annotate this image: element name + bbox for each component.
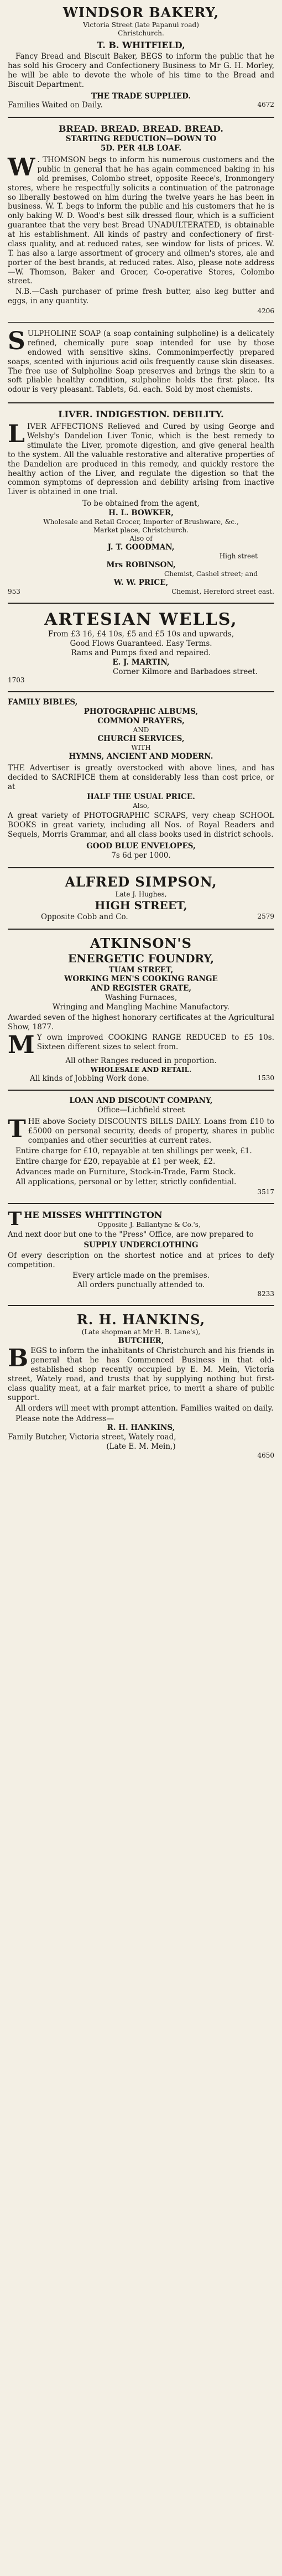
ad-line: COMMON PRAYERS, bbox=[97, 717, 185, 726]
divider bbox=[8, 867, 274, 868]
ad-ref: 4206 bbox=[257, 307, 274, 315]
ad-line: All orders punctually attended to. bbox=[77, 1280, 205, 1289]
ad-line: All kinds of Jobbing Work done. bbox=[30, 1074, 149, 1083]
ad-title: HE MISSES WHITTINGTON bbox=[24, 1210, 163, 1221]
ad-office: Office—Lichfield street bbox=[97, 1106, 185, 1115]
divider bbox=[8, 929, 274, 930]
ad-line: Every article made on the premises. bbox=[72, 1271, 210, 1280]
ad-families: Families Waited on Daily. bbox=[8, 101, 103, 110]
agent-name: Mrs ROBINSON, bbox=[106, 560, 176, 569]
ad-body: A great variety of PHOTOGRAPHIC SCRAPS, very cheap SCHOOL BOOKS in great variety, including all Nos. of Royal Readers and Sequels, Morris Grammar, and all class books used in district schools. bbox=[8, 811, 274, 839]
loan-discount-ad bbox=[8, 1094, 274, 1200]
ad-envelopes: GOOD BLUE ENVELOPES, bbox=[86, 841, 196, 851]
ad-street: TUAM STREET, bbox=[108, 965, 174, 975]
also-label: Also of bbox=[129, 534, 153, 542]
ad-signature: R. H. HANKINS, bbox=[107, 1423, 175, 1433]
ad-line: FAMILY BIBLES, bbox=[8, 698, 78, 707]
ad-title: LOAN AND DISCOUNT COMPANY, bbox=[69, 1096, 213, 1106]
ad-line: All applications, personal or by letter, strictly confidential. bbox=[15, 1178, 237, 1187]
ad-late: (Late E. M. Mein,) bbox=[106, 1442, 176, 1452]
ad-ref: 8233 bbox=[257, 1289, 274, 1298]
ad-body: HE above Society DISCOUNTS BILLS DAILY. Loans from £10 to £5000 on personal security, deeds of property, shares in public companies and other securities at current rates. bbox=[28, 1117, 274, 1145]
agent-address: Chemist, Hereford street east. bbox=[171, 587, 274, 595]
agent-name: H. L. BOWKER, bbox=[108, 509, 174, 517]
atkinson-foundry-ad bbox=[8, 933, 274, 1087]
ad-offer: HALF THE USUAL PRICE. bbox=[87, 792, 195, 802]
ad-body: . THOMSON begs to inform his numerous customers and the public in general that he has again commenced baking in his old premises, Colombo street, opposite Reece's, Ironmongery stores, where he respectfully solicits a continuation of the patronage so liberally bestowed on him during the twelve years he has been in business. W. T. begs to inform the public and his customers that he is only baking W. D. Wood's best silk dressed flour, which is a sufficient guarantee that the very best Bread UNADULTERATED, is obtainable at his establishment. All kinds of pastry and confectionery of first-class quality, and at reduced rates, see window for lists of prices. W. T. has also a large assortment of grocery and oilmen's stores, ale and porter of the best brands, at reduced rates. Also, please note address—W. Thomson, Baker and Grocer, Co-operative Stores, Colombo street. bbox=[8, 156, 274, 286]
agent-address: High street bbox=[219, 552, 258, 560]
ad-line: Entire charge for £20, repayable at £1 per week, £2. bbox=[15, 1157, 216, 1166]
ad-title: ARTESIAN WELLS, bbox=[44, 609, 238, 629]
agent-address: Market place, Christchurch. bbox=[93, 526, 189, 534]
windsor-bakery-ad bbox=[8, 2, 274, 113]
ad-obtain: To be obtained from the agent, bbox=[82, 499, 200, 509]
ad-ref: 1530 bbox=[257, 1074, 274, 1082]
ad-address: Corner Kilmore and Barbadoes street. bbox=[113, 667, 258, 676]
ad-line: Advances made on Furniture, Stock-in-Trade, Farm Stock. bbox=[15, 1167, 236, 1176]
ad-line: Please note the Address— bbox=[15, 1414, 114, 1423]
ad-ref: 1703 bbox=[8, 676, 25, 685]
ad-body: THE Advertiser is greatly overstocked with above lines, and has decided to SACRIFICE them at considerably less than cost price, or at bbox=[8, 763, 274, 791]
ad-address: Opposite J. Ballantyne & Co.'s, bbox=[97, 1221, 201, 1229]
ad-body: EGS to inform the inhabitants of Christchurch and his friends in general that he has Commenced Business in that old-established shop recently occupied by E. M. Mein, Victoria street, Wately road, and trusts that by supplying nothing but first-class quality meat, at a fair market price, to merit a share of public support. bbox=[8, 1346, 274, 1402]
thomson-bread-ad bbox=[8, 121, 274, 319]
dropcap: B bbox=[8, 1344, 29, 1373]
divider bbox=[8, 603, 274, 604]
divider bbox=[8, 691, 274, 692]
divider bbox=[8, 322, 274, 323]
ad-line: Family Butcher, Victoria street, Wately road, bbox=[8, 1433, 176, 1442]
ad-body: Fancy Bread and Biscuit Baker, BEGS to inform the public that he has sold his Grocery and Confectionery Business to Mr G. H. Morley, he will be able to devote the whole of his time to the Bread and Biscuit Department. bbox=[8, 52, 274, 89]
alfred-simpson-ad bbox=[8, 872, 274, 925]
ad-line: WORKING MEN'S COOKING RANGE bbox=[64, 975, 218, 984]
ad-line: All other Ranges reduced in proportion. bbox=[65, 1056, 217, 1065]
ad-ref: 2579 bbox=[257, 912, 274, 920]
ad-price: From £3 16, £4 10s, £5 and £5 10s and upwards, bbox=[48, 630, 234, 639]
divider bbox=[8, 1305, 274, 1306]
whittington-ad bbox=[8, 1207, 274, 1301]
agent-name: J. T. GOODMAN, bbox=[107, 542, 175, 552]
ad-title: LIVER. INDIGESTION. DEBILITY. bbox=[58, 409, 224, 420]
divider bbox=[8, 402, 274, 403]
divider bbox=[8, 1203, 274, 1204]
ad-title: BREAD. BREAD. BREAD. BREAD. bbox=[59, 123, 223, 134]
ad-street: HIGH STREET, bbox=[95, 898, 187, 912]
ad-envelopes-price: 7s 6d per 1000. bbox=[111, 851, 171, 860]
ad-address: Victoria Street (late Papanui road) bbox=[83, 21, 199, 29]
agent-name: W. W. PRICE, bbox=[113, 578, 169, 587]
ad-body: ULPHOLINE SOAP (a soap containing sulpholine) is a delicately refined, chemically pure soap intended for use by those endowed with sensitive skins. Commonimperfectly prepared soaps, scented with injurious acid oils frequently cause skin diseases. The free use of Sulpholine Soap preserves and brings the skin to a soft pliable healthy condition, sulpholine holds the first place. Its odour is very pleasant. Tablets, 6d. each. Sold by most chemists. bbox=[8, 329, 274, 395]
dropcap: T bbox=[8, 1115, 26, 1144]
ad-title: WINDSOR BAKERY, bbox=[62, 4, 220, 20]
ad-subtitle: STARTING REDUCTION—DOWN TO bbox=[65, 134, 217, 144]
agent-desc: Wholesale and Retail Grocer, Importer of Brushware, &c., bbox=[43, 517, 239, 526]
ad-body: Of every description on the shortest notice and at prices to defy competition. bbox=[8, 1251, 274, 1269]
ad-line: AND REGISTER GRATE, bbox=[90, 984, 192, 993]
ad-late: Late J. Hughes, bbox=[115, 890, 167, 898]
ad-late: (Late shopman at Mr H. B. Lane's), bbox=[81, 1328, 201, 1336]
divider bbox=[8, 1090, 274, 1091]
sulpholine-soap-ad bbox=[8, 326, 274, 399]
ad-also: Also, bbox=[133, 802, 149, 810]
ad-title: ATKINSON'S bbox=[90, 935, 192, 951]
hankins-butcher-ad bbox=[8, 1309, 274, 1464]
ad-ref: 3517 bbox=[257, 1188, 274, 1196]
ad-offer: SUPPLY UNDERCLOTHING bbox=[83, 1241, 199, 1250]
ad-ref: 4650 bbox=[257, 1452, 274, 1459]
ad-body: And next door but one to the "Press" Office, are now prepared to bbox=[8, 1230, 254, 1240]
ad-line: AND bbox=[133, 726, 149, 734]
liver-tonic-ad bbox=[8, 407, 274, 599]
agent-address: Chemist, Cashel street; and bbox=[164, 569, 258, 578]
ad-trade: THE TRADE SUPPLIED. bbox=[91, 91, 191, 101]
ad-ref: 4672 bbox=[257, 101, 274, 109]
ad-award: Awarded seven of the highest honorary certificates at the Agricultural Show, 1877. bbox=[8, 1013, 274, 1032]
ad-line: Entire charge for £10, repayable at ten shillings per week, £1. bbox=[15, 1146, 252, 1155]
dropcap: T bbox=[8, 1208, 22, 1231]
ad-flows: Good Flows Guaranteed. Easy Terms. bbox=[70, 639, 212, 648]
ad-address: Opposite Cobb and Co. bbox=[41, 912, 128, 921]
ad-line: WITH bbox=[131, 743, 151, 751]
ad-body: IVER AFFECTIONS Relieved and Cured by using George and Welsby's Dandelion Liver Tonic, which is the best remedy to stimulate the Liver, promote digestion, and give general health to the system. All the valuable restorative and alterative properties of the Dandelion are produced in this remedy, and quickly restore the healthy action of the Liver, and regulate the digestion so that the common symptoms of depression and debility arising from inactive Liver is obtained in one trial. bbox=[8, 422, 274, 497]
ad-rams: Rams and Pumps fixed and repaired. bbox=[71, 648, 211, 657]
ad-price: 5D. PER 4LB LOAF. bbox=[100, 144, 182, 153]
dropcap: M bbox=[8, 1030, 35, 1059]
divider bbox=[8, 117, 274, 118]
ad-line: Wringing and Mangling Machine Manufactory. bbox=[53, 1003, 229, 1012]
ad-line: CHURCH SERVICES, bbox=[97, 734, 185, 743]
ad-subtitle: ENERGETIC FOUNDRY, bbox=[67, 951, 215, 965]
dropcap: W bbox=[8, 153, 35, 182]
ad-title: R. H. HANKINS, bbox=[76, 1311, 206, 1328]
ad-line: WHOLESALE AND RETAIL. bbox=[90, 1065, 192, 1074]
ad-ref: 953 bbox=[8, 587, 20, 595]
ad-title: ALFRED SIMPSON, bbox=[65, 873, 217, 890]
ad-proprietor: E. J. MARTIN, bbox=[112, 657, 170, 667]
ad-note: N.B.—Cash purchaser of prime fresh butter, also keg butter and eggs, in any quantity. bbox=[8, 287, 274, 306]
ad-proprietor: T. B. WHITFIELD, bbox=[97, 40, 185, 50]
dropcap: S bbox=[8, 327, 25, 355]
ad-city: Christchurch. bbox=[118, 29, 164, 37]
ad-line: HYMNS, ANCIENT AND MODERN. bbox=[69, 751, 213, 761]
artesian-wells-ad bbox=[8, 607, 274, 688]
ad-line: All orders will meet with prompt attention. Families waited on daily. bbox=[15, 1403, 274, 1413]
ad-line: PHOTOGRAPHIC ALBUMS, bbox=[83, 707, 199, 717]
family-bibles-ad bbox=[8, 696, 274, 863]
dropcap: L bbox=[8, 420, 25, 449]
ad-line: Washing Furnaces, bbox=[105, 993, 177, 1003]
ad-trade: BUTCHER, bbox=[118, 1336, 164, 1345]
ad-body: Y own improved COOKING RANGE REDUCED to £5 10s. Sixteen different sizes to select from. bbox=[36, 1033, 274, 1051]
